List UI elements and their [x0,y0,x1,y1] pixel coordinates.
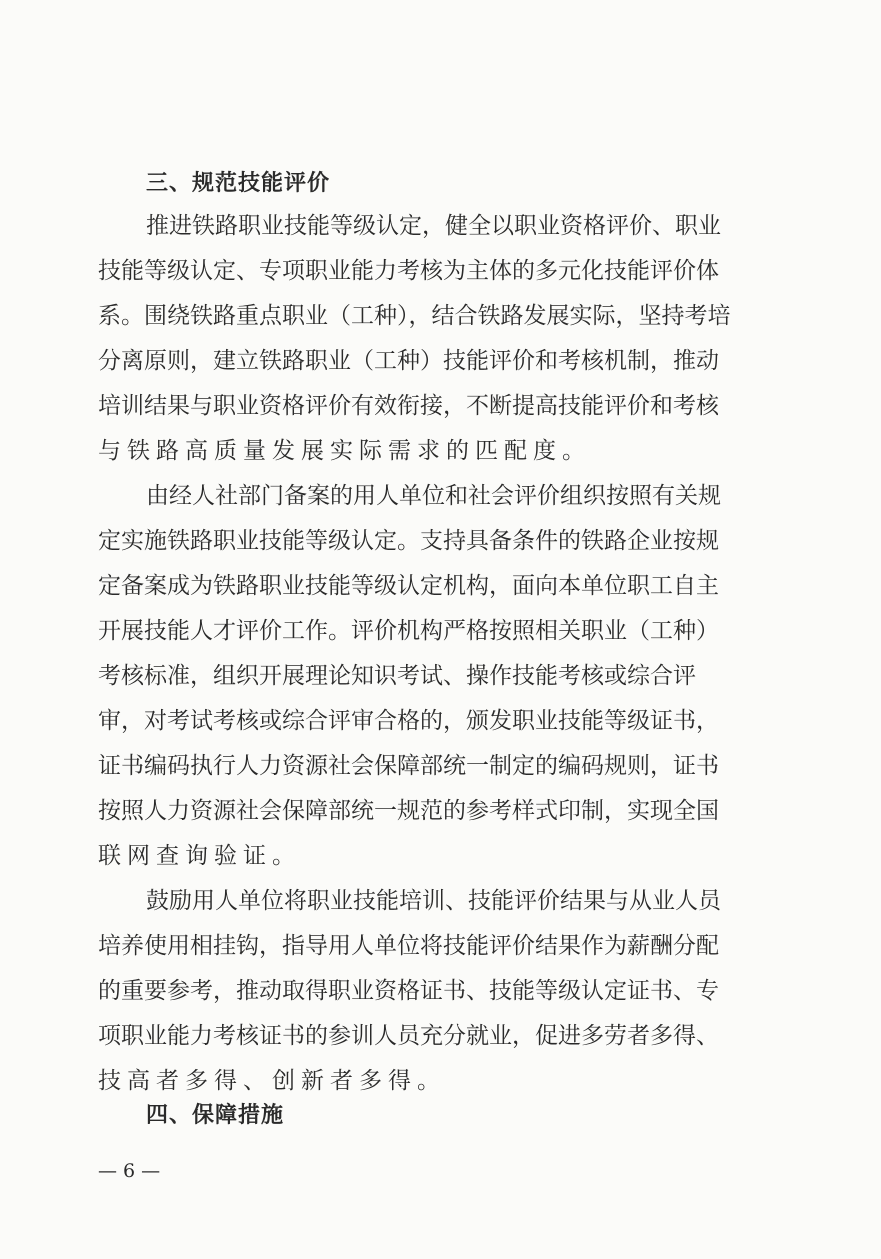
paragraph-3-line-5: 技高者多得、创新者多得。 [98,1068,446,1094]
section-heading-3: 三、规范技能评价 [146,171,331,196]
paragraph-1-line-3: 系。围绕铁路重点职业（工种），结合铁路发展实际，坚持考培 [98,303,731,329]
page-number: — 6 — [98,1160,161,1182]
paragraph-2-line-3: 定备案成为铁路职业技能等级认定机构，面向本单位职工自主 [98,573,719,599]
paragraph-2-line-9: 联网查询验证。 [98,843,301,869]
paragraph-1-line-1: 推进铁路职业技能等级认定，健全以职业资格评价、职业 [146,213,721,239]
paragraph-2-line-6: 审，对考试考核或综合评审合格的，颁发职业技能等级证书， [98,708,719,734]
paragraph-1-line-6: 与铁路高质量发展实际需求的匹配度。 [98,438,591,464]
paragraph-3-line-2: 培养使用相挂钩，指导用人单位将技能评价结果作为薪酬分配 [98,933,719,959]
paragraph-2-line-5: 考核标准，组织开展理论知识考试、操作技能考核或综合评 [98,663,696,689]
paragraph-2-line-8: 按照人力资源社会保障部统一规范的参考样式印制，实现全国 [98,798,719,824]
paragraph-3-line-4: 项职业能力考核证书的参训人员充分就业，促进多劳者多得、 [98,1023,719,1049]
paragraph-1-line-4: 分离原则，建立铁路职业（工种）技能评价和考核机制，推动 [98,348,719,374]
section-heading-4: 四、保障措施 [146,1103,285,1128]
paragraph-3-line-3: 的重要参考，推动取得职业资格证书、技能等级认定证书、专 [98,978,719,1004]
paragraph-1-line-2: 技能等级认定、专项职业能力考核为主体的多元化技能评价体 [98,258,719,284]
paragraph-2-line-4: 开展技能人才评价工作。评价机构严格按照相关职业（工种） [98,618,719,644]
paragraph-3-line-1: 鼓励用人单位将职业技能培训、技能评价结果与从业人员 [146,888,721,914]
paragraph-2-line-2: 定实施铁路职业技能等级认定。支持具备条件的铁路企业按规 [98,528,719,554]
paragraph-1-line-5: 培训结果与职业资格评价有效衔接，不断提高技能评价和考核 [98,393,719,419]
paragraph-2-line-7: 证书编码执行人力资源社会保障部统一制定的编码规则，证书 [98,753,719,779]
paragraph-2-line-1: 由经人社部门备案的用人单位和社会评价组织按照有关规 [146,483,721,509]
